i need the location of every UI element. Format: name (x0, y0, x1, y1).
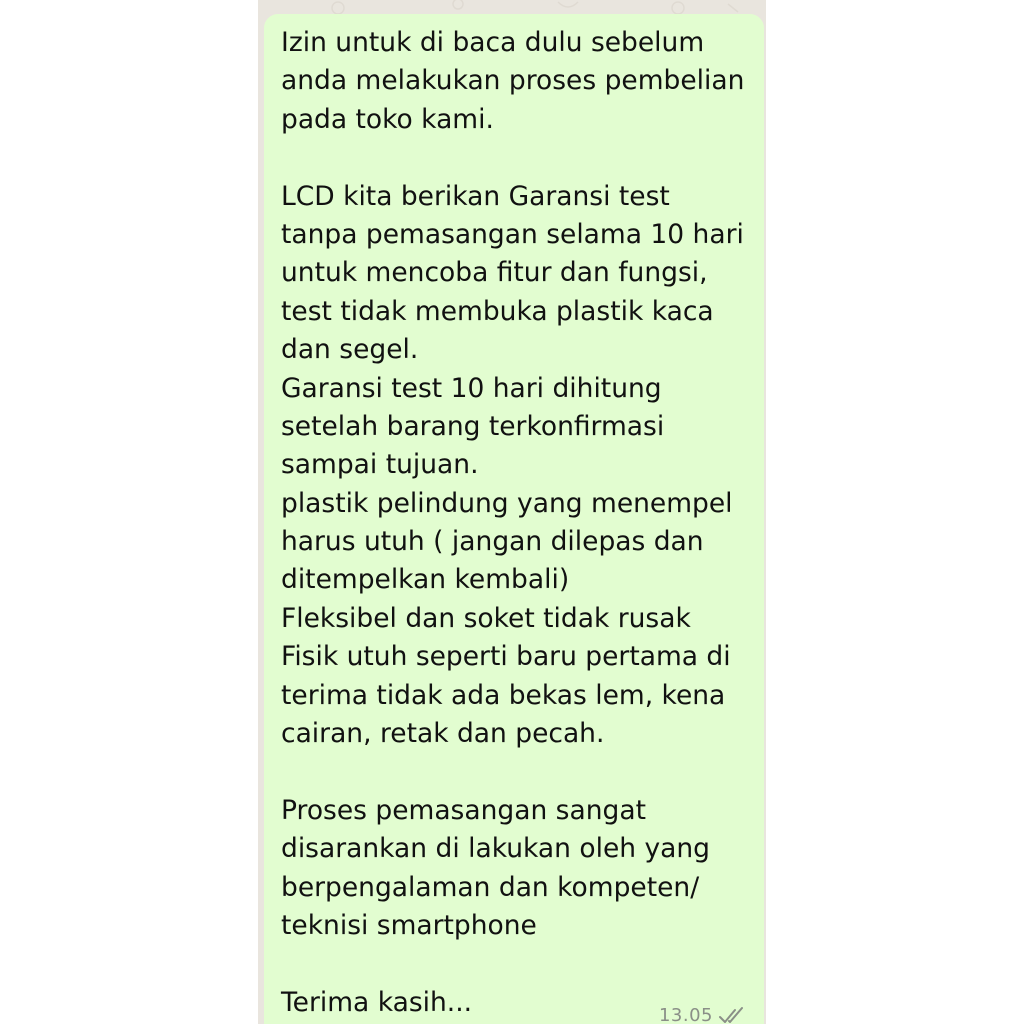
message-line: Fisik utuh seperti baru pertama di (281, 641, 731, 673)
message-line: Proses pemasangan sangat (281, 794, 646, 826)
chat-background (258, 0, 766, 1024)
message-line: untuk mencoba fitur dan fungsi, (281, 257, 708, 289)
outgoing-message-bubble[interactable] (264, 14, 764, 1024)
message-timestamp: 13.05 (658, 1005, 713, 1024)
message-blank-line (281, 945, 746, 983)
message-text (281, 24, 746, 1022)
message-line: Terima kasih... (281, 986, 473, 1018)
message-line: terima tidak ada bekas lem, kena (281, 679, 726, 711)
message-line: cairan, retak dan pecah. (281, 718, 605, 750)
message-line: ditempelkan kembali) (281, 564, 570, 596)
message-meta (659, 1005, 746, 1024)
message-line: disarankan di lakukan oleh yang (281, 833, 711, 865)
message-line: Fleksibel dan soket tidak rusak (281, 602, 691, 634)
message-line: pada toko kami. (281, 103, 494, 135)
message-line: test tidak membuka plastik kaca (281, 295, 714, 327)
message-line: setelah barang terkonfirmasi (281, 410, 665, 442)
message-line: sampai tujuan. (281, 449, 479, 481)
message-line: berpengalaman dan kompeten/ (281, 871, 700, 903)
message-line: harus utuh ( jangan dilepas dan (281, 526, 704, 558)
message-line: LCD kita berikan Garansi test (281, 180, 670, 212)
message-line: tanpa pemasangan selama 10 hari (281, 218, 744, 250)
message-line: Izin untuk di baca dulu sebelum (281, 27, 705, 58)
message-line: dan segel. (281, 334, 419, 366)
message-line: plastik pelindung yang menempel (281, 487, 733, 519)
message-line: anda melakukan proses pembelian (281, 65, 745, 97)
double-check-icon (718, 1006, 746, 1024)
message-line: Garansi test 10 hari dihitung (281, 372, 662, 404)
message-line: teknisi smartphone (281, 909, 537, 941)
message-blank-line (281, 139, 746, 177)
message-blank-line (281, 753, 746, 791)
